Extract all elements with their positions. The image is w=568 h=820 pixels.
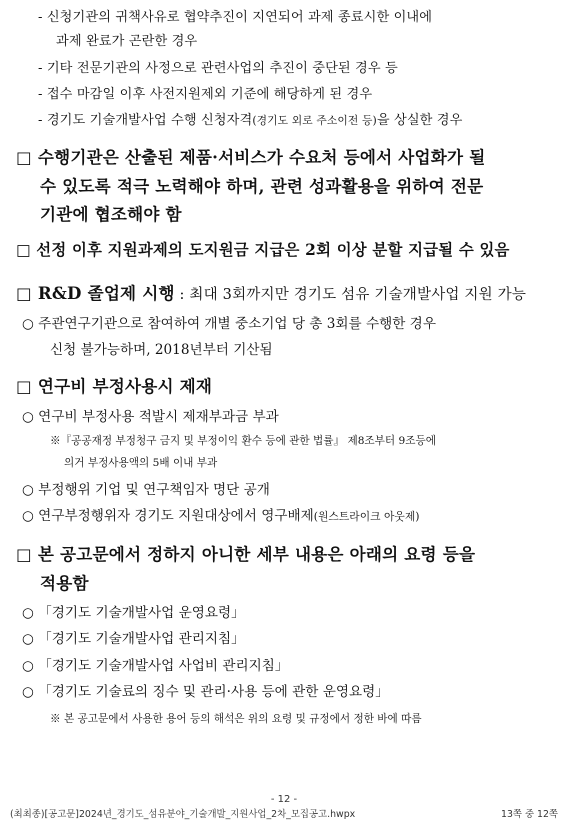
list-item: ○ 부정행위 기업 및 연구책임자 명단 공개 (22, 482, 270, 498)
text-line: - 신청기관의 귀책사유로 협약추진이 지연되어 과제 종료시한 이내에 (38, 10, 433, 25)
text-segment: ○ 연구부정행위자 경기도 지원대상에서 영구배제 (22, 508, 314, 524)
list-item: ○ 「경기도 기술개발사업 관리지침」 (22, 631, 245, 647)
text-segment: □ R&D 졸업제 시행 (16, 283, 175, 303)
text-segment: (경기도 외로 주소이전 등) (252, 114, 377, 127)
note-line: ※『공공재정 부정청구 금지 및 부정이익 환수 등에 관한 법률』 제8조부터 9조등에 (50, 435, 436, 447)
list-item: ○ 연구비 부정사용 적발시 제재부과금 부과 (22, 409, 279, 425)
document-footer (10, 806, 558, 820)
footer-page-info: 13쪽 중 12쪽 (501, 809, 558, 820)
list-item: ○ 「경기도 기술개발사업 사업비 관리지침」 (22, 658, 289, 674)
text-line: 적용함 (40, 573, 89, 593)
text-segment: (원스트라이크 아웃제) (313, 510, 420, 523)
footer-filename: (최최종)[공고문]2024년_경기도_섬유분야_기술개발_지원사업_2차_모집공고.hwpx (10, 809, 356, 820)
section-heading: □ 연구비 부정사용시 제재 (16, 376, 213, 396)
text-segment: - 경기도 기술개발사업 수행 신청자격 (38, 113, 253, 128)
list-item: ○ 「경기도 기술개발사업 운영요령」 (22, 605, 245, 621)
text-line: - 접수 마감일 이후 사전지원제외 기준에 해당하게 된 경우 (38, 87, 373, 102)
section-heading (16, 280, 526, 304)
section-heading: □ 본 공고문에서 정하지 아니한 세부 내용은 아래의 요령 등을 (16, 544, 476, 564)
note-line: 의거 부정사용액의 5배 이내 부과 (64, 457, 218, 469)
text-line: 수 있도록 적극 노력해야 하며, 관련 성과활용을 위하여 전문 (40, 176, 484, 196)
text-line: 신청 불가능하며, 2018년부터 기산됨 (50, 342, 273, 358)
text-segment: : 최대 3회까지만 경기도 섬유 기술개발사업 지원 가능 (174, 287, 527, 303)
text-segment: 을 상실한 경우 (376, 113, 463, 128)
list-item: ○ 주관연구기관으로 참여하여 개별 중소기업 당 총 3회를 수행한 경우 (22, 316, 436, 332)
text-line: 기관에 협조해야 함 (40, 204, 182, 224)
section-heading: □ 선정 이후 지원과제의 도지원금 지급은 2회 이상 분할 지급될 수 있음 (16, 241, 510, 259)
page-number: - 12 - (270, 794, 298, 805)
note-line: ※ 본 공고문에서 사용한 용어 등의 해석은 위의 요령 및 규정에서 정한 바에 따름 (50, 713, 422, 725)
text-line (38, 109, 462, 128)
list-item: ○ 「경기도 기술료의 징수 및 관리·사용 등에 관한 운영요령」 (22, 684, 389, 700)
text-line: - 기타 전문기관의 사정으로 관련사업의 추진이 중단된 경우 등 (38, 61, 398, 76)
list-item (22, 504, 420, 524)
section-heading: □ 수행기관은 산출된 제품·서비스가 수요처 등에서 사업화가 될 (16, 147, 486, 167)
text-line: 과제 완료가 곤란한 경우 (56, 34, 198, 49)
